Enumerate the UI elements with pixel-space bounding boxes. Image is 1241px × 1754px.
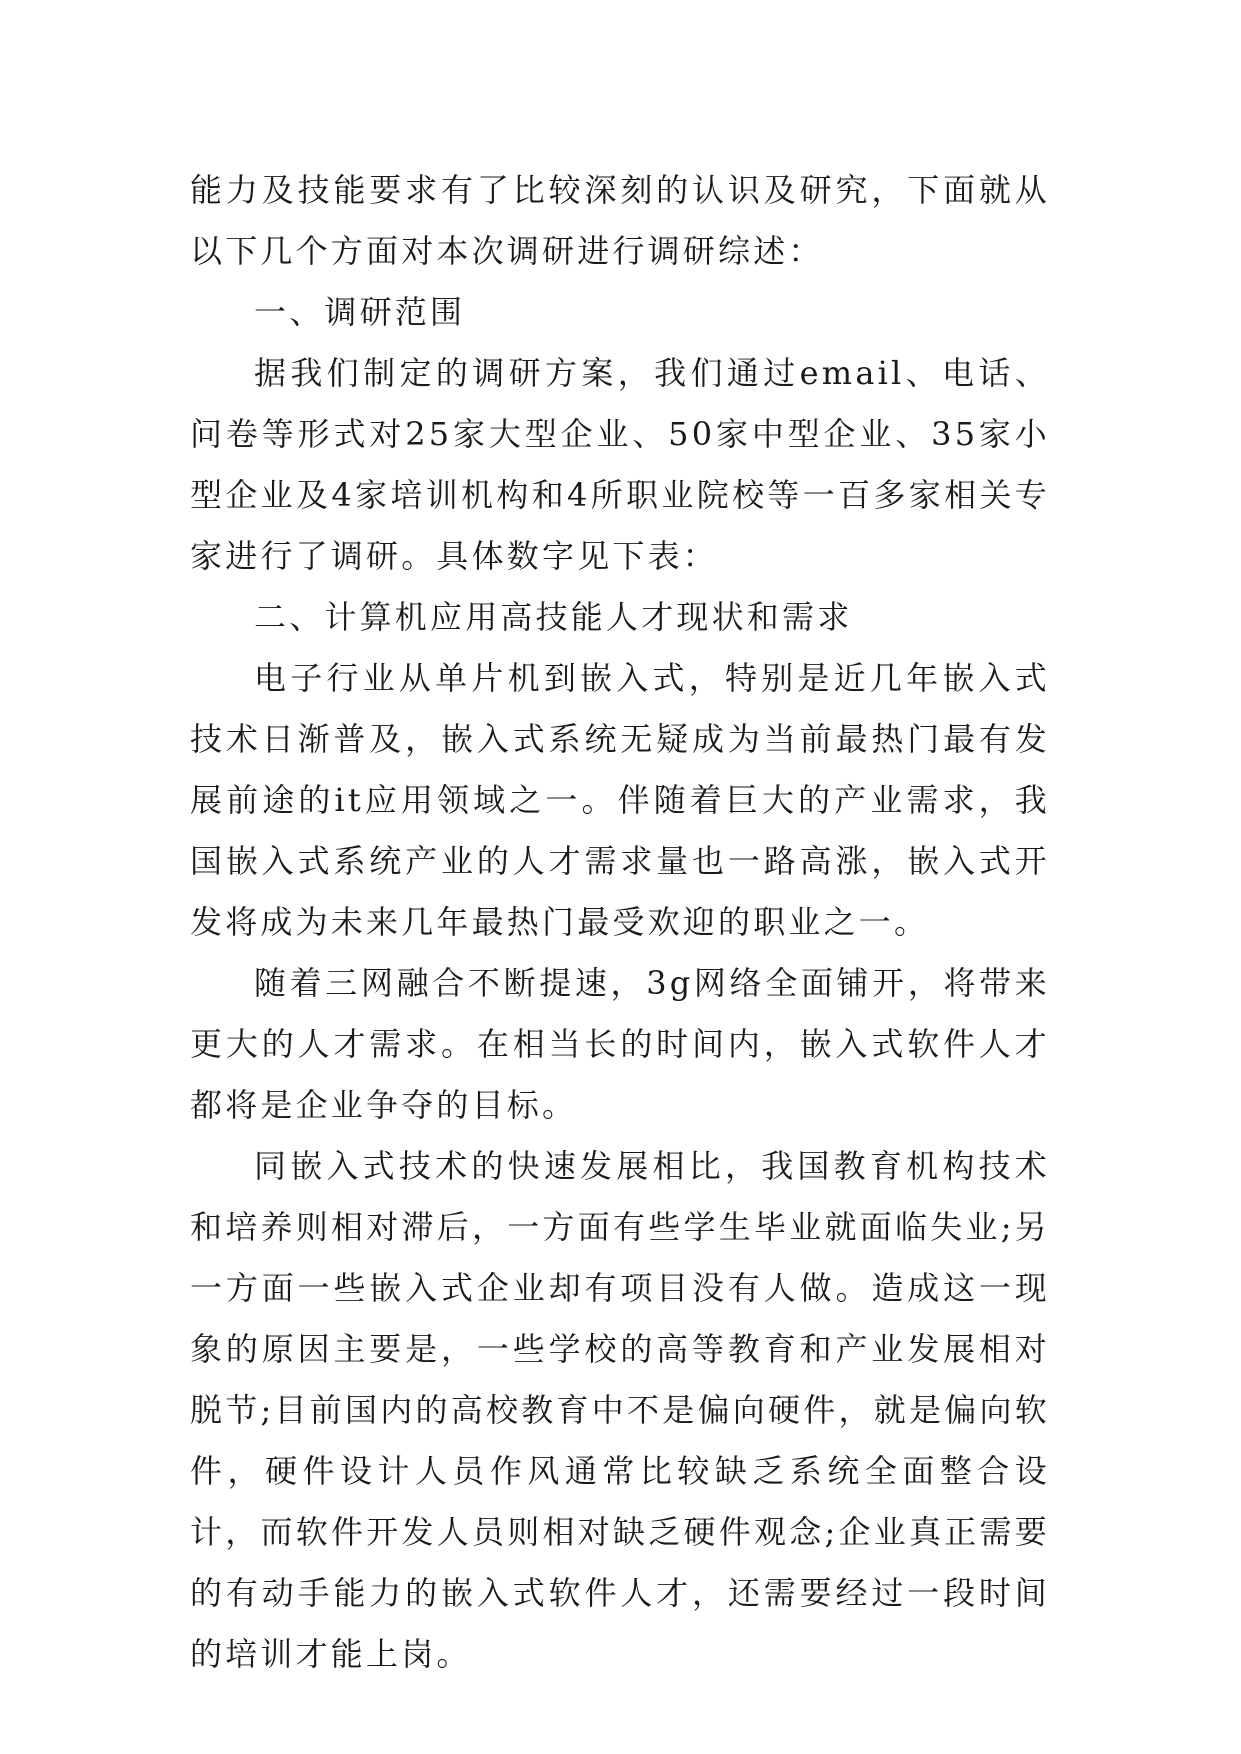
paragraph-survey-method: 据我们制定的调研方案，我们通过email、电话、问卷等形式对25家大型企业、50家中型企业、35家小型企业及4家培训机构和4所职业院校等一百多家相关专家进行了调研。具体数字见下表： (190, 354, 1050, 575)
paragraph-intro-continuation: 能力及技能要求有了比较深刻的认识及研究，下面就从以下几个方面对本次调研进行调研综述： (190, 171, 1050, 270)
heading-talent-status-demand: 二、计算机应用高技能人才现状和需求 (254, 598, 853, 636)
paragraph-three-network-convergence: 随着三网融合不断提速，3g网络全面铺开，将带来更大的人才需求。在相当长的时间内，嵌入式软件人才都将是企业争夺的目标。 (190, 964, 1050, 1124)
document-body (190, 160, 1050, 1685)
paragraph-embedded-industry: 电子行业从单片机到嵌入式，特别是近几年嵌入式技术日渐普及，嵌入式系统无疑成为当前最热门最有发展前途的it应用领域之一。伴随着巨大的产业需求，我国嵌入式系统产业的人才需求量也一路高涨，嵌入式开发将成为未来几年最热门最受欢迎的职业之一。 (190, 659, 1050, 941)
paragraph-education-gap: 同嵌入式技术的快速发展相比，我国教育机构技术和培养则相对滞后，一方面有些学生毕业就面临失业;另一方面一些嵌入式企业却有项目没有人做。造成这一现象的原因主要是，一些学校的高等教育和产业发展相对脱节;目前国内的高校教育中不是偏向硬件，就是偏向软件，硬件设计人员作风通常比较缺乏系统全面整合设计，而软件开发人员则相对缺乏硬件观念;企业真正需要的有动手能力的嵌入式软件人才，还需要经过一段时间的培训才能上岗。 (190, 1147, 1050, 1673)
heading-survey-scope: 一、调研范围 (254, 293, 466, 331)
